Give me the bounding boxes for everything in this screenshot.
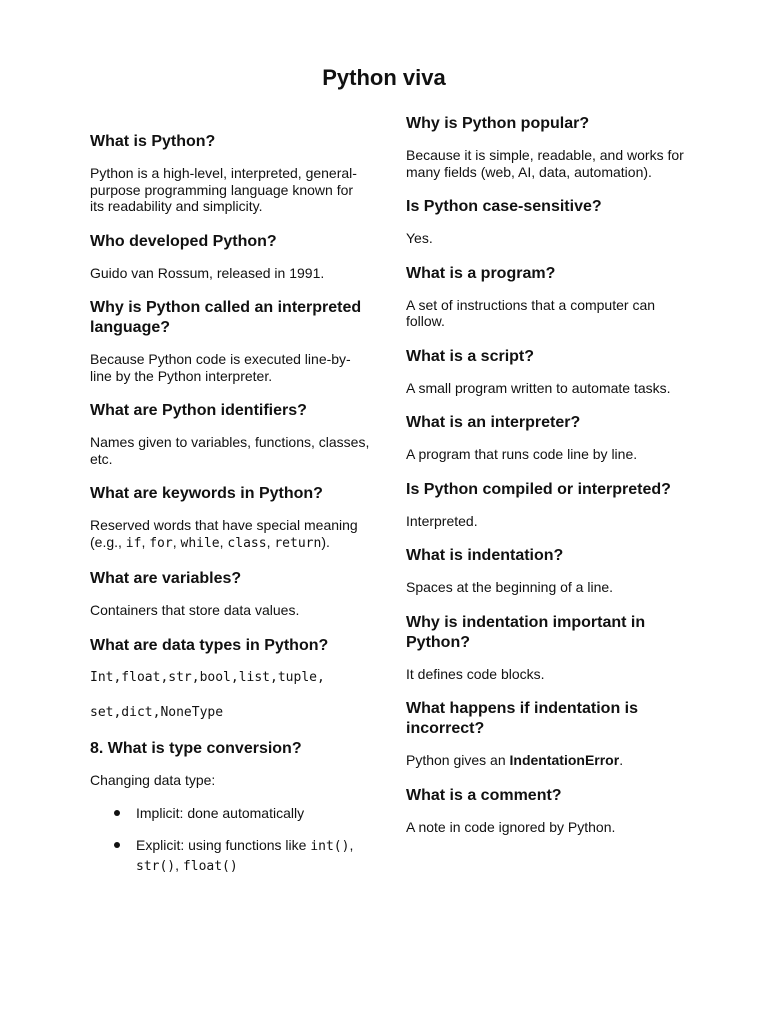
code-keyword: class [227, 535, 267, 551]
question-heading: What is a comment? [406, 786, 562, 804]
answer-error [406, 752, 696, 769]
answer-text: . [619, 752, 624, 768]
answer-text: Names given to variables, functions, classes, etc. [90, 434, 370, 467]
separator: , [219, 533, 228, 550]
answer-text: A small program written to automate tasks. [406, 379, 671, 396]
answer-text: Python is a high-level, interpreted, general-purpose programming language known for its readability and simplicity. [90, 165, 357, 214]
answer-text: Yes. [406, 230, 433, 246]
code-line: set,dict,NoneType [90, 704, 224, 720]
list-item-text: Implicit: done automatically [136, 805, 305, 821]
separator: , [175, 857, 183, 873]
list-item-text: Explicit: using functions like [136, 837, 311, 853]
right-column [406, 114, 696, 852]
code-keyword: while [180, 535, 220, 551]
answer-text: It defines code blocks. [406, 665, 545, 682]
question-heading: 8. What is type conversion? [90, 739, 302, 757]
answer-text: Spaces at the beginning of a line. [406, 579, 614, 595]
code-function: int() [310, 839, 350, 854]
left-column [90, 132, 370, 890]
question-heading: Why is Python popular? [406, 115, 590, 132]
answer-text: ). [321, 533, 330, 550]
question-heading: Is Python case-sensitive? [406, 198, 602, 215]
code-keyword: if [125, 535, 142, 551]
question-heading: What is a program? [406, 264, 556, 282]
separator: , [266, 533, 275, 550]
code-function: str() [136, 859, 176, 874]
answer-text: Because it is simple, readable, and works for many fields (web, AI, data, automation). [406, 147, 684, 180]
question-heading: What are Python identifiers? [90, 402, 307, 419]
code-keyword: for [149, 535, 173, 551]
answer-text: Guido van Rossum, released in 1991. [90, 264, 325, 281]
error-name: IndentationError [509, 752, 620, 768]
question-heading: What happens if indentation is incorrect? [406, 700, 638, 737]
separator: , [172, 533, 181, 550]
answer-text: Interpreted. [406, 512, 478, 529]
bullet-list [90, 804, 370, 876]
answer-text: A program that runs code line by line. [406, 446, 638, 462]
question-heading: What is a script? [406, 347, 535, 365]
page-title: Python viva [322, 65, 446, 90]
code-keyword: return [274, 535, 322, 551]
question-heading: Is Python compiled or interpreted? [406, 480, 671, 498]
answer-text: Changing data type: [90, 771, 216, 788]
answer-text: Reserved words that have special meaning (e.g., [90, 517, 358, 550]
separator: , [349, 837, 354, 853]
answer-keywords [90, 517, 370, 552]
question-heading: What is indentation? [406, 547, 564, 564]
question-heading: Who developed Python? [90, 232, 277, 250]
separator: , [141, 533, 150, 550]
question-heading: What are data types in Python? [90, 636, 329, 654]
question-heading: Why is Python called an interpreted language? [90, 299, 362, 336]
question-heading: What are variables? [90, 570, 242, 587]
question-heading: What is Python? [90, 133, 216, 150]
list-item [136, 836, 370, 876]
question-heading: Why is indentation important in Python? [406, 613, 646, 651]
answer-text: A set of instructions that a computer can follow. [406, 296, 656, 329]
question-heading: What is an interpreter? [406, 414, 581, 431]
answer-text: A note in code ignored by Python. [406, 818, 616, 835]
question-heading: What are keywords in Python? [90, 485, 323, 502]
answer-text: Containers that store data values. [90, 602, 300, 618]
code-line: Int,float,str,bool,list,tuple, [90, 669, 325, 685]
list-item [136, 804, 370, 822]
answer-text: Because Python code is executed line-by-line by the Python interpreter. [90, 351, 351, 384]
answer-text: Python gives an [406, 752, 510, 768]
code-function: float() [182, 859, 238, 874]
